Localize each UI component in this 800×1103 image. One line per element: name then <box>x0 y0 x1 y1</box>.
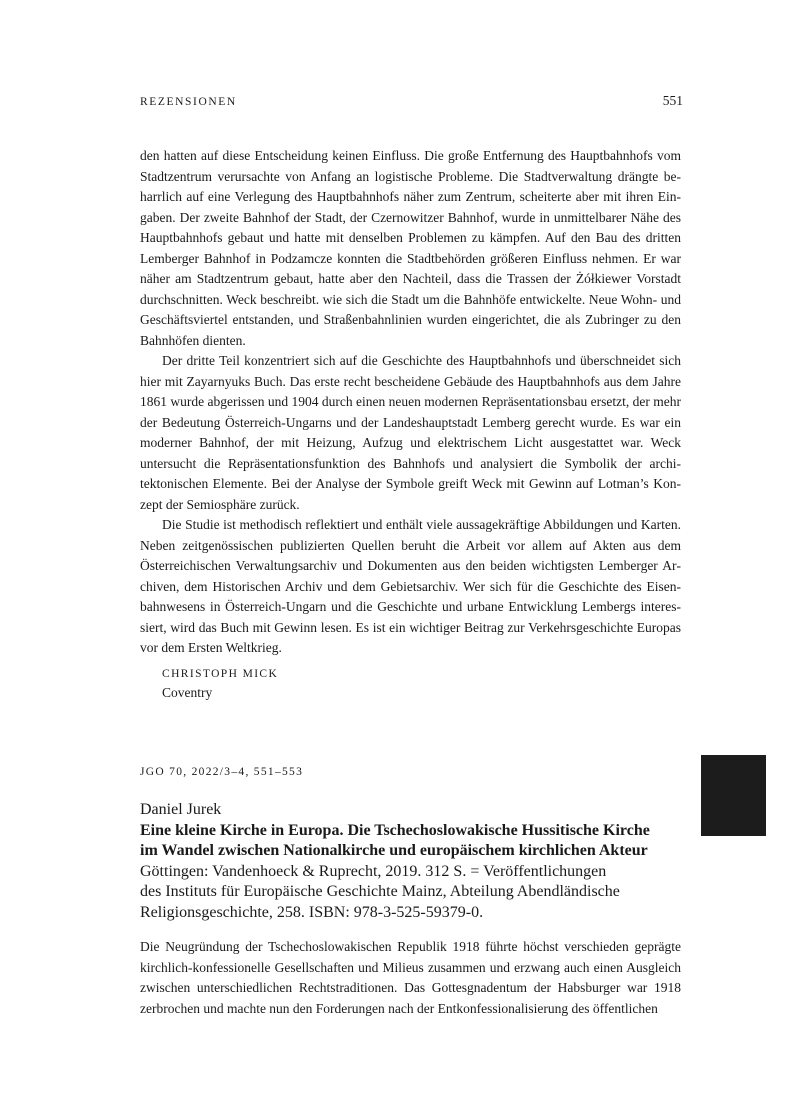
review-body <box>140 146 681 659</box>
reviewer-location: Coventry <box>162 685 213 700</box>
publication-line-1: Göttingen: Vandenhoeck & Ruprecht, 2019. 312 S. = Veröffentlichungen <box>140 862 607 880</box>
paragraph-3: Die Studie ist methodisch reflektiert und enthält viele aussagekräftige Abbildungen und Karten. Neben zeitgenössischen publizierten Quellen beruht die Arbeit vor allem auf Akten aus dem Österreichischen Verwaltungsarchiv und Dokumenten aus den beiden wichtigsten Lemberger Archiven, dem Historischen Archiv und dem Gebietsarchiv. Wer sich für die Geschichte des Eisenbahnwesens in Österreich-Ungarn und die Geschichte und urbane Entwicklung Lembergs interessiert, wird das Buch mit Gewinn lesen. Es ist ein wichtiger Beitrag zur Verkehrsgeschichte Europas vor dem Ersten Weltkrieg. <box>140 517 681 655</box>
section-thumb-tab <box>701 755 766 836</box>
new-review-text <box>140 937 681 1019</box>
paragraph-2: Der dritte Teil konzentriert sich auf die Geschichte des Hauptbahnhofs und überschneidet sich hier mit Zayarnyuks Buch. Das erste recht bescheidene Gebäude des Hauptbahnhofs aus dem Jahre 1861 wurde abgerissen und 1904 durch einen neuen modernen Repräsentationsbau ersetzt, der mehr der Bedeutung Österreich-Ungarns und der Landeshauptstadt Lemberg gerecht wurde. Es war ein moderner Bahnhof, der mit Heizung, Aufzug und elektrischem Licht ausgestattet war. Weck untersucht die Repräsentationsfunktion des Bahnhofs und analysiert die Symbolik der architektonischen Elemente. Bei der Analyse der Symbole greift Weck mit Gewinn auf Lotman’s Konzept der Semiosphäre zurück. <box>140 353 681 512</box>
new-review-paragraph: Die Neugründung der Tschechoslowakischen Republik 1918 führte höchst verschieden geprägte kirchlich-konfessionelle Gesellschaften und Milieus zusammen und erzwang auch einen Ausgleich zwischen unterschiedlichen Rechtstraditionen. Das Gottesgnadentum der Habsburger war 1918 zerbrochen und machte nun den Forderungen nach der Entkonfessionalisierung des öffentlichen <box>140 939 681 1016</box>
publication-line-3: Religionsgeschichte, 258. ISBN: 978-3-525-59379-0. <box>140 903 484 921</box>
publication-line-2: des Instituts für Europäische Geschichte Mainz, Abteilung Abendländische <box>140 883 620 900</box>
book-author: Daniel Jurek <box>140 801 222 818</box>
journal-citation: JGO 70, 2022/3–4, 551–553 <box>140 766 304 778</box>
book-title-line-1: Eine kleine Kirche in Europa. Die Tschechoslowakische Hussitische Kirche <box>140 821 650 839</box>
reviewer-name: CHRISTOPH MICK <box>162 668 279 680</box>
book-title-line-2: im Wandel zwischen Nationalkirche und europäischem kirchlichen Akteur <box>140 842 648 859</box>
paragraph-1: den hatten auf diese Entscheidung keinen Einfluss. Die große Entfernung des Hauptbahnhofs vom Stadtzentrum verursachte von Anfang an logistische Probleme. Die Stadtverwaltung drängte beharrlich auf eine Verlegung des Hauptbahnhofs näher zum Zentrum, scheiterte aber mit ihren Eingaben. Der zweite Bahnhof der Stadt, der Czernowitzer Bahnhof, wurde in unmittelbarer Nähe des Hauptbahnhofs gebaut und hatte mit denselben Problemen zu kämpfen. Auf den Bau des dritten Lemberger Bahnhof in Podzamcze konnten die Stadtbehörden größeren Einfluss nehmen. Er war näher am Stadtzentrum gebaut, hatte aber den Nachteil, dass die Trassen der Żółkiewer Vorstadt durchschnitten. Weck beschreibt. wie sich die Stadt um die Bahnhöfe entwickelte. Neue Wohn- und Geschäftsviertel entstanden, und Straßenbahnlinien wurden eingerichtet, die als Zubringer zu den Bahnhöfen dienten. <box>140 148 681 348</box>
book-header <box>140 800 700 923</box>
reviewer-signature <box>162 666 278 704</box>
running-head: REZENSIONEN <box>140 96 237 108</box>
page-number: 551 <box>662 93 683 108</box>
